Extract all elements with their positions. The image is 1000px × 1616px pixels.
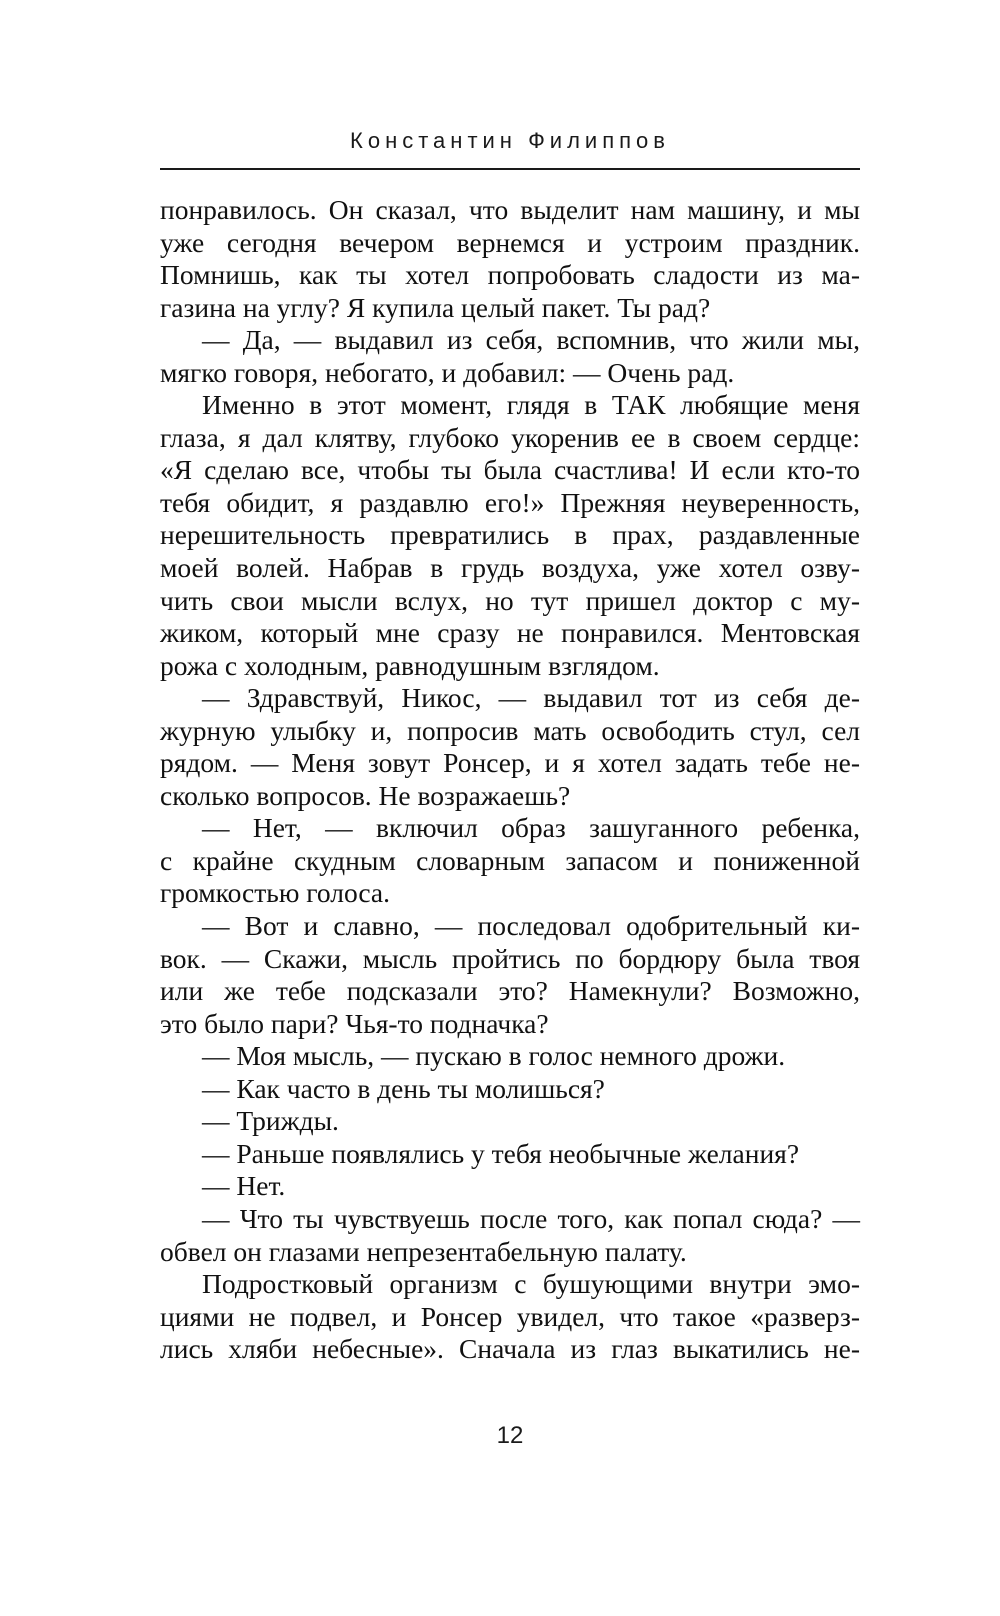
text-line: тебя обидит, я раздавлю его!» Прежняя неуверенность, xyxy=(160,486,860,518)
text-line: журную улыбку и, попросив мать освободить стул, сел xyxy=(160,714,860,746)
text-line: моей волей. Набрав в грудь воздуха, уже хотел озву- xyxy=(160,552,860,584)
text-line: лись хляби небесные». Сначала из глаз выкатились не- xyxy=(160,1333,860,1365)
text-line: понравилось. Он сказал, что выделит нам машину, и мы xyxy=(160,194,860,225)
text-line: сколько вопросов. Не возражаешь? xyxy=(160,779,571,811)
text-line: жиком, который мне сразу не понравился. Ментовская xyxy=(160,617,860,649)
text-line: Помнишь, как ты хотел попробовать сладости из ма- xyxy=(160,259,860,291)
text-line: нерешительность превратились в прах, раздавленные xyxy=(160,519,860,551)
text-line: рядом. — Меня зовут Ронсер, и я хотел задать тебе не- xyxy=(160,747,860,779)
text-line: — Вот и славно, — последовал одобрительный ки- xyxy=(202,910,860,942)
text-line: громкостью голоса. xyxy=(160,877,391,909)
text-line: — Здравствуй, Никос, — выдавил тот из себя де- xyxy=(202,682,860,714)
text-line: Именно в этот момент, глядя в ТАК любящие меня xyxy=(202,389,860,421)
text-line: мягко говоря, небогато, и добавил: — Очень рад. xyxy=(160,356,735,388)
text-line: циями не подвел, и Ронсер увидел, что такое «разверз- xyxy=(160,1300,860,1332)
text-line: — Что ты чувствуешь после того, как попал сюда? — xyxy=(202,1202,860,1234)
text-line: обвел он глазами непрезентабельную палату. xyxy=(160,1235,687,1267)
text-line: или же тебе подсказали это? Намекнули? Возможно, xyxy=(160,975,860,1007)
text-line: вок. — Скажи, мысль пройтись по бордюру была твоя xyxy=(160,942,860,974)
text-line: — Нет, — включил образ зашуганного ребенка, xyxy=(202,812,860,844)
text-line: «Я сделаю все, чтобы ты была счастлива! И если кто-то xyxy=(160,454,860,486)
text-line: рожа с холодным, равнодушным взглядом. xyxy=(160,649,660,681)
text-line: чить свои мысли вслух, но тут пришел доктор с му- xyxy=(160,584,860,616)
text-line: — Нет. xyxy=(202,1170,286,1202)
text-line: Подростковый организм с бушующими внутри эмо- xyxy=(202,1268,860,1300)
page-number: 12 xyxy=(496,1422,524,1449)
text-line: уже сегодня вечером вернемся и устроим праздник. xyxy=(160,226,860,258)
text-line: — Моя мысль, — пускаю в голос немного дрожи. xyxy=(202,1040,786,1072)
text-line: — Да, — выдавил из себя, вспомнив, что жили мы, xyxy=(202,324,860,356)
text-line: — Раньше появлялись у тебя необычные желания? xyxy=(202,1137,800,1169)
header-rule xyxy=(160,168,860,170)
text-line: глаза, я дал клятву, глубоко укоренив ее в своем сердце: xyxy=(160,421,860,453)
text-line: это было пари? Чья-то подначка? xyxy=(160,1007,549,1039)
body-text xyxy=(160,194,860,1366)
running-head-author: Константин Филиппов xyxy=(350,128,670,153)
text-line: — Как часто в день ты молишься? xyxy=(202,1072,605,1104)
text-line: газина на углу? Я купила целый пакет. Ты рад? xyxy=(160,291,711,323)
text-line: с крайне скудным словарным запасом и пониженной xyxy=(160,844,860,876)
text-line: — Трижды. xyxy=(202,1105,339,1137)
